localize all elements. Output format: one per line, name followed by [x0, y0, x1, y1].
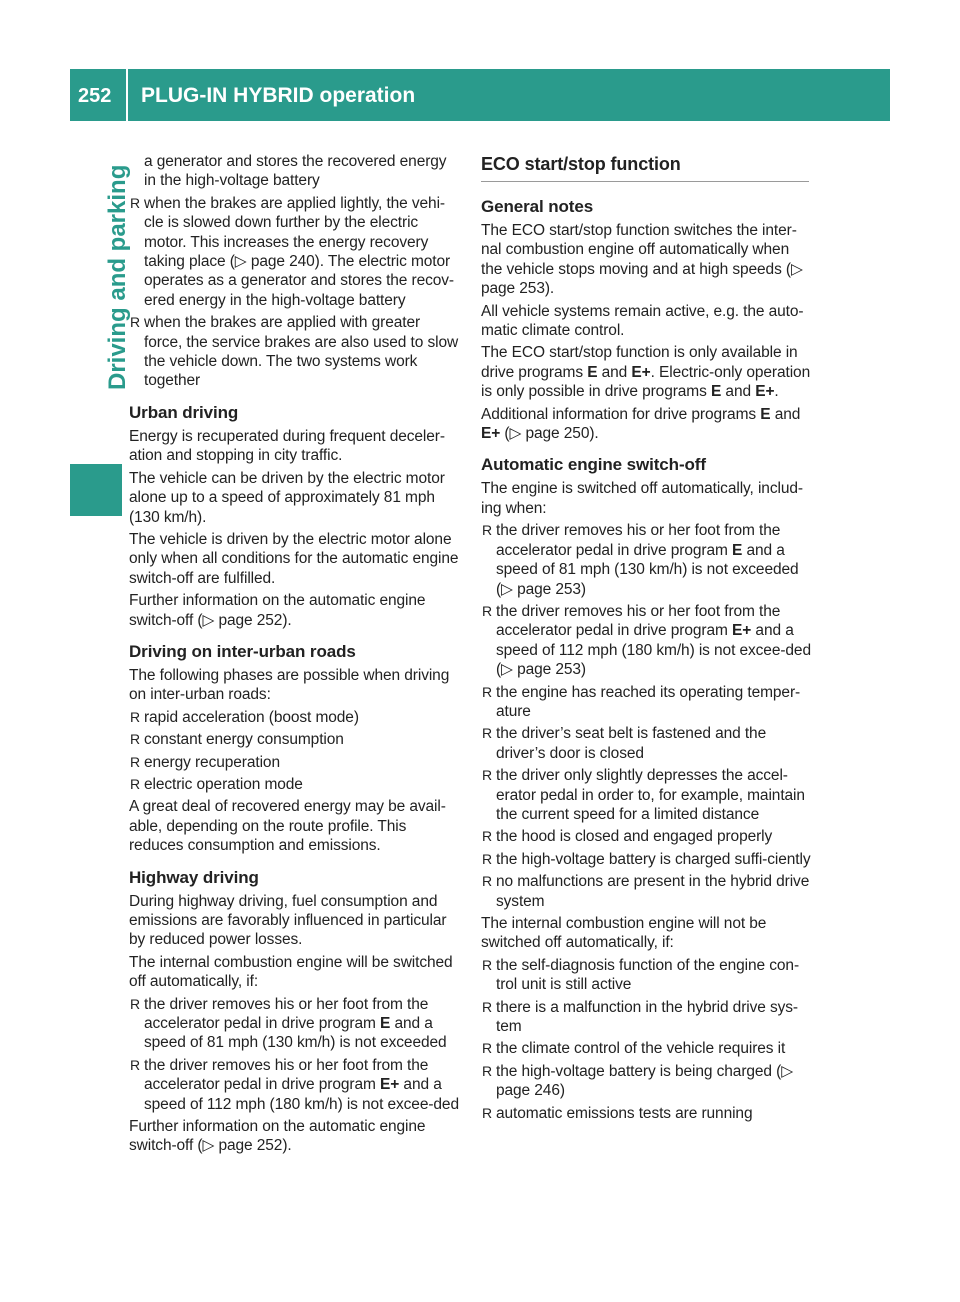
side-tab-marker: [70, 464, 122, 516]
paragraph: A great deal of recovered energy may be avail-able, depending on the route profile. This reduces consumption and emissions.: [129, 798, 446, 855]
right-column: [481, 152, 814, 1126]
bullet-icon: R: [482, 725, 493, 742]
list-item: R the driver removes his or her foot from the accelerator pedal in drive program E and a speed of 81 mph (130 km/h) is not exceeded (▷ page 253): [482, 522, 799, 598]
bullet-icon: R: [482, 767, 493, 784]
bullet-icon: R: [130, 995, 141, 1012]
list-item: R the driver removes his or her foot from the accelerator pedal in drive program E+ and a speed of 112 mph (180 km/h) is not excee-ded (▷ page 253): [482, 602, 811, 679]
bullet-icon: R: [130, 1056, 141, 1073]
heading-highway-driving: Highway driving: [129, 867, 259, 887]
heading-automatic-switch-off: Automatic engine switch-off: [481, 455, 706, 475]
bullet-icon: R: [130, 753, 141, 770]
bullet-list: [129, 995, 462, 1114]
bullet-list: [481, 521, 814, 911]
heading-inter-urban: Driving on inter-urban roads: [129, 641, 356, 661]
list-item: R energy recuperation: [130, 753, 280, 771]
list-item: R there is a malfunction in the hybrid drive sys-tem: [482, 998, 798, 1036]
list-item: R the driver removes his or her foot from the accelerator pedal in drive program E and a speed of 81 mph (130 km/h) is not exceeded: [130, 995, 447, 1052]
paragraph: Further information on the automatic engine switch-off (▷ page 252).: [129, 592, 426, 629]
list-item: R automatic emissions tests are running: [482, 1104, 753, 1122]
bullet-icon: R: [482, 956, 493, 973]
heading-general-notes: General notes: [481, 197, 594, 216]
bullet-icon: R: [482, 873, 493, 890]
bullet-icon: R: [482, 522, 493, 539]
paragraph: The internal combustion engine will not be switched off automatically, if:: [481, 915, 767, 952]
list-item: R constant energy consumption: [130, 731, 344, 749]
bullet-icon: R: [482, 683, 493, 700]
list-item: R the driver removes his or her foot from the accelerator pedal in drive program E+ and a speed of 112 mph (180 km/h) is not excee-ded: [130, 1056, 459, 1113]
bullet-icon: R: [130, 775, 141, 792]
paragraph: The ECO start/stop function is only available in drive programs E and E+. Electric-only operation is only possible in drive programs E and E+.: [481, 344, 811, 401]
bullet-icon: R: [482, 1040, 493, 1057]
paragraph: a generator and stores the recovered energy in the high-voltage battery: [144, 153, 447, 190]
bullet-icon: R: [482, 1062, 493, 1079]
list-item: R the high-voltage battery is being charged (▷ page 246): [482, 1062, 794, 1100]
bullet-icon: R: [482, 850, 493, 867]
bullet-list: [481, 956, 814, 1123]
list-item: R the self-diagnosis function of the engine con-trol unit is still active: [482, 956, 800, 994]
bullet-list: [129, 194, 462, 391]
chapter-title: PLUG-IN HYBRID operation: [141, 84, 416, 107]
bullet-icon: R: [482, 828, 493, 845]
list-item: R the driver only slightly depresses the accel-erator pedal in order to, for example, maintain the current speed for a limited distance: [482, 767, 805, 823]
list-item: R no malfunctions are present in the hybrid drive system: [482, 873, 810, 910]
side-tab-label: Driving and parking: [104, 164, 131, 390]
list-item: R when the brakes are applied with greater force, the service brakes are also used to slow the vehicle down. The two systems work together: [130, 314, 459, 390]
list-item: R electric operation mode: [130, 775, 303, 793]
paragraph: All vehicle systems remain active, e.g. the auto-matic climate control.: [481, 302, 804, 340]
list-item: R the driver’s seat belt is fastened and the driver’s door is closed: [482, 725, 767, 762]
bullet-list: [129, 708, 462, 795]
bullet-icon: R: [482, 602, 493, 619]
paragraph: The vehicle is driven by the electric motor alone only when all conditions for the automatic engine switch-off are fulfilled.: [129, 530, 459, 587]
list-item: R rapid acceleration (boost mode): [130, 708, 359, 726]
page-number: 252: [78, 85, 112, 107]
paragraph: Energy is recuperated during frequent deceler-ation and stopping in city traffic.: [129, 427, 445, 465]
paragraph: The internal combustion engine will be switched off automatically, if:: [129, 953, 453, 991]
paragraph: Additional information for drive programs E and E+ (▷ page 250).: [481, 405, 801, 443]
left-column: [129, 152, 462, 1159]
paragraph: The engine is switched off automatically, includ-ing when:: [481, 480, 803, 517]
bullet-icon: R: [482, 998, 493, 1015]
header-divider: [126, 69, 128, 121]
paragraph: Further information on the automatic engine switch-off (▷ page 252).: [129, 1118, 426, 1155]
paragraph: The vehicle can be driven by the electric motor alone up to a speed of approximately 81 mph (130 km/h).: [129, 469, 445, 526]
bullet-icon: R: [130, 194, 141, 211]
list-item: R the climate control of the vehicle requires it: [482, 1040, 786, 1058]
bullet-icon: R: [482, 1104, 493, 1121]
bullet-icon: R: [130, 314, 141, 331]
list-item: R the hood is closed and engaged properly: [482, 828, 773, 846]
list-item: R the high-voltage battery is charged suffi-ciently: [482, 850, 811, 868]
paragraph: The ECO start/stop function switches the inter-nal combustion engine off automatically when the vehicle stops moving and at high speeds (▷ page 253).: [481, 222, 803, 298]
bullet-icon: R: [130, 708, 141, 725]
heading-urban-driving: Urban driving: [129, 402, 239, 422]
paragraph: During highway driving, fuel consumption and emissions are favorably influenced in particular by reduced power losses.: [129, 892, 447, 949]
paragraph: The following phases are possible when driving on inter-urban roads:: [129, 666, 450, 704]
bullet-icon: R: [130, 731, 141, 748]
list-item: R the engine has reached its operating temper-ature: [482, 683, 801, 720]
section-title: ECO start/stop function: [481, 152, 809, 182]
list-item: R when the brakes are applied lightly, the vehi-cle is slowed down further by the electric motor. This increases the energy recovery taking place (▷ page 240). The electric motor operates as a generator and stores the recov-ered energy in the high-voltage battery: [130, 194, 454, 309]
